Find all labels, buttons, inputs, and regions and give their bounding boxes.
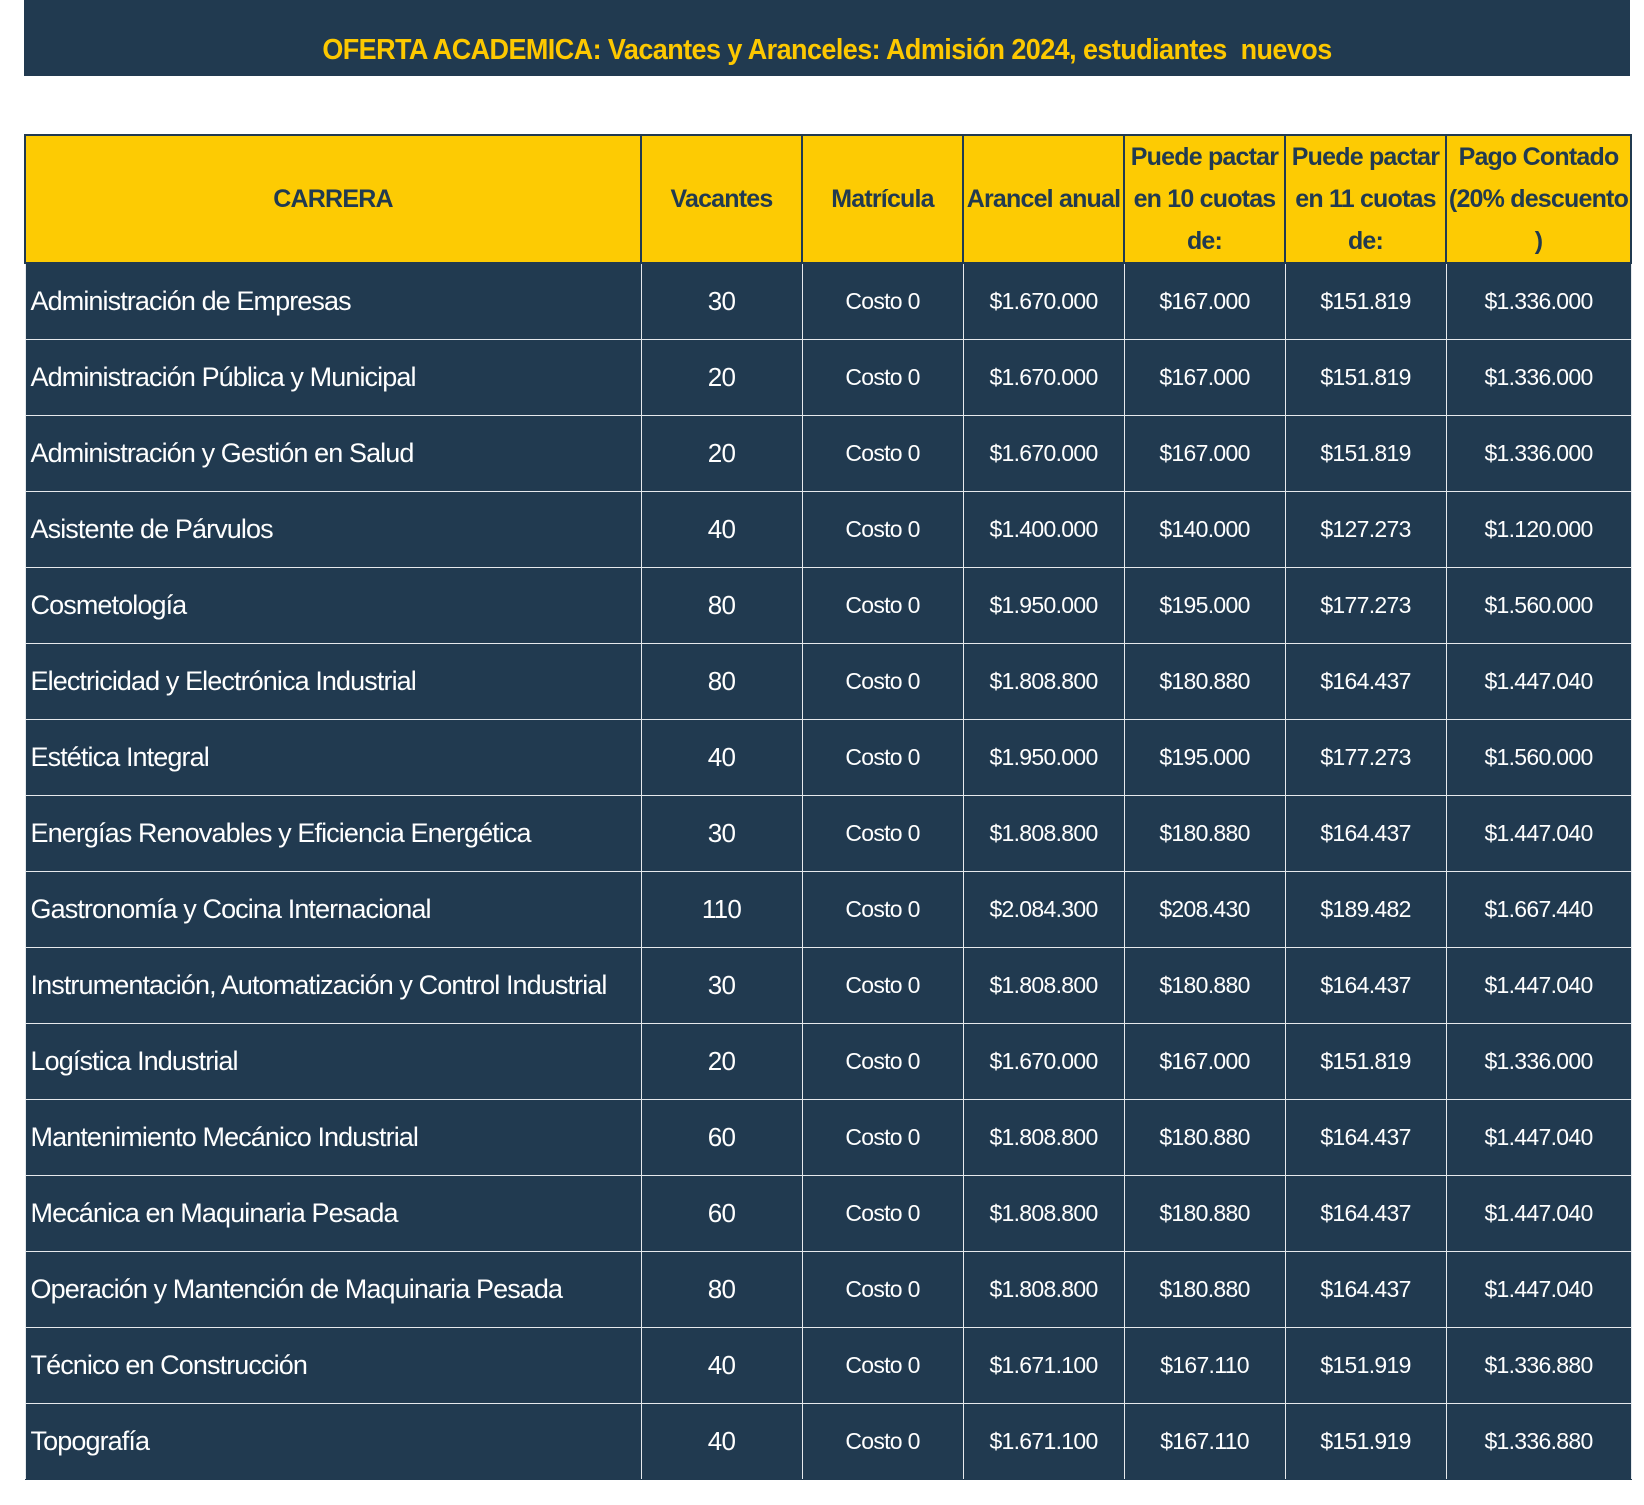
cell-contado: $1.560.000	[1446, 568, 1631, 644]
cell-vacantes: 60	[641, 1176, 802, 1252]
cell-cuotas-10: $180.880	[1124, 948, 1285, 1024]
table-row	[25, 1024, 1631, 1100]
cell-cuotas-11: $164.437	[1285, 1176, 1446, 1252]
cell-matricula: Costo 0	[802, 568, 963, 644]
cell-contado: $1.447.040	[1446, 948, 1631, 1024]
cell-arancel: $1.808.800	[963, 1100, 1124, 1176]
cell-contado: $1.336.000	[1446, 416, 1631, 492]
cell-carrera: Técnico en Construcción	[25, 1328, 641, 1404]
cell-arancel: $1.950.000	[963, 568, 1124, 644]
cell-cuotas-10: $167.000	[1124, 263, 1285, 340]
cell-cuotas-11: $151.819	[1285, 416, 1446, 492]
cell-contado: $1.336.880	[1446, 1328, 1631, 1404]
cell-cuotas-10: $195.000	[1124, 568, 1285, 644]
cell-arancel: $1.671.100	[963, 1328, 1124, 1404]
table-row	[25, 1328, 1631, 1404]
cell-cuotas-11: $164.437	[1285, 1100, 1446, 1176]
cell-arancel: $1.808.800	[963, 796, 1124, 872]
cell-arancel: $1.670.000	[963, 340, 1124, 416]
column-header-cuotas-11: Puede pactar en 11 cuotas de:	[1285, 135, 1446, 263]
cell-cuotas-10: $167.110	[1124, 1328, 1285, 1404]
table-row	[25, 1100, 1631, 1176]
cell-carrera: Administración de Empresas	[25, 263, 641, 340]
cell-vacantes: 40	[641, 1404, 802, 1480]
cell-matricula: Costo 0	[802, 492, 963, 568]
table-row	[25, 1176, 1631, 1252]
cell-carrera: Mantenimiento Mecánico Industrial	[25, 1100, 641, 1176]
cell-cuotas-10: $180.880	[1124, 1252, 1285, 1328]
tuition-table	[24, 134, 1632, 1480]
cell-matricula: Costo 0	[802, 644, 963, 720]
cell-matricula: Costo 0	[802, 416, 963, 492]
cell-arancel: $1.808.800	[963, 948, 1124, 1024]
cell-cuotas-11: $151.919	[1285, 1404, 1446, 1480]
cell-cuotas-10: $180.880	[1124, 1176, 1285, 1252]
cell-vacantes: 20	[641, 1024, 802, 1100]
cell-carrera: Mecánica en Maquinaria Pesada	[25, 1176, 641, 1252]
cell-matricula: Costo 0	[802, 263, 963, 340]
cell-vacantes: 60	[641, 1100, 802, 1176]
cell-cuotas-10: $208.430	[1124, 872, 1285, 948]
cell-carrera: Logística Industrial	[25, 1024, 641, 1100]
cell-contado: $1.336.000	[1446, 263, 1631, 340]
column-header-vacantes: Vacantes	[641, 135, 802, 263]
table-row	[25, 492, 1631, 568]
cell-contado: $1.336.880	[1446, 1404, 1631, 1480]
column-header-matricula: Matrícula	[802, 135, 963, 263]
cell-contado: $1.336.000	[1446, 340, 1631, 416]
cell-cuotas-11: $164.437	[1285, 1252, 1446, 1328]
cell-carrera: Administración y Gestión en Salud	[25, 416, 641, 492]
table-row	[25, 872, 1631, 948]
cell-cuotas-11: $164.437	[1285, 644, 1446, 720]
table-row	[25, 263, 1631, 340]
cell-matricula: Costo 0	[802, 1252, 963, 1328]
cell-vacantes: 40	[641, 1328, 802, 1404]
cell-cuotas-11: $151.819	[1285, 340, 1446, 416]
cell-contado: $1.447.040	[1446, 796, 1631, 872]
cell-arancel: $1.670.000	[963, 416, 1124, 492]
cell-carrera: Estética Integral	[25, 720, 641, 796]
title-banner	[24, 0, 1630, 76]
cell-vacantes: 110	[641, 872, 802, 948]
cell-vacantes: 80	[641, 644, 802, 720]
table-row	[25, 796, 1631, 872]
cell-arancel: $1.670.000	[963, 263, 1124, 340]
column-header-arancel: Arancel anual	[963, 135, 1124, 263]
cell-vacantes: 80	[641, 1252, 802, 1328]
cell-carrera: Administración Pública y Municipal	[25, 340, 641, 416]
cell-contado: $1.560.000	[1446, 720, 1631, 796]
column-header-cuotas-10: Puede pactar en 10 cuotas de:	[1124, 135, 1285, 263]
cell-arancel: $1.950.000	[963, 720, 1124, 796]
cell-arancel: $1.670.000	[963, 1024, 1124, 1100]
cell-vacantes: 30	[641, 796, 802, 872]
cell-contado: $1.447.040	[1446, 1176, 1631, 1252]
table-row	[25, 720, 1631, 796]
cell-carrera: Gastronomía y Cocina Internacional	[25, 872, 641, 948]
cell-cuotas-11: $127.273	[1285, 492, 1446, 568]
table-row	[25, 1252, 1631, 1328]
cell-cuotas-11: $177.273	[1285, 720, 1446, 796]
cell-vacantes: 80	[641, 568, 802, 644]
cell-contado: $1.120.000	[1446, 492, 1631, 568]
cell-cuotas-11: $189.482	[1285, 872, 1446, 948]
cell-matricula: Costo 0	[802, 872, 963, 948]
cell-carrera: Operación y Mantención de Maquinaria Pesada	[25, 1252, 641, 1328]
cell-cuotas-10: $180.880	[1124, 796, 1285, 872]
cell-matricula: Costo 0	[802, 1024, 963, 1100]
cell-cuotas-10: $180.880	[1124, 644, 1285, 720]
cell-vacantes: 20	[641, 416, 802, 492]
table-row	[25, 340, 1631, 416]
table-row	[25, 1404, 1631, 1480]
column-header-contado: Pago Contado (20% descuento )	[1446, 135, 1631, 263]
cell-contado: $1.667.440	[1446, 872, 1631, 948]
cell-arancel: $1.808.800	[963, 1176, 1124, 1252]
cell-matricula: Costo 0	[802, 1328, 963, 1404]
cell-carrera: Electricidad y Electrónica Industrial	[25, 644, 641, 720]
cell-arancel: $2.084.300	[963, 872, 1124, 948]
cell-cuotas-11: $164.437	[1285, 796, 1446, 872]
cell-cuotas-11: $164.437	[1285, 948, 1446, 1024]
table-row	[25, 416, 1631, 492]
cell-cuotas-10: $140.000	[1124, 492, 1285, 568]
cell-carrera: Topografía	[25, 1404, 641, 1480]
cell-vacantes: 40	[641, 720, 802, 796]
table-row	[25, 568, 1631, 644]
cell-cuotas-10: $195.000	[1124, 720, 1285, 796]
cell-cuotas-10: $180.880	[1124, 1100, 1285, 1176]
table-row	[25, 644, 1631, 720]
cell-vacantes: 40	[641, 492, 802, 568]
cell-carrera: Cosmetología	[25, 568, 641, 644]
cell-cuotas-11: $151.919	[1285, 1328, 1446, 1404]
cell-cuotas-11: $151.819	[1285, 1024, 1446, 1100]
cell-matricula: Costo 0	[802, 1100, 963, 1176]
cell-cuotas-11: $151.819	[1285, 263, 1446, 340]
cell-vacantes: 30	[641, 948, 802, 1024]
cell-cuotas-10: $167.110	[1124, 1404, 1285, 1480]
table-row	[25, 948, 1631, 1024]
cell-carrera: Energías Renovables y Eficiencia Energética	[25, 796, 641, 872]
cell-cuotas-10: $167.000	[1124, 340, 1285, 416]
cell-arancel: $1.808.800	[963, 644, 1124, 720]
cell-arancel: $1.400.000	[963, 492, 1124, 568]
cell-arancel: $1.808.800	[963, 1252, 1124, 1328]
cell-matricula: Costo 0	[802, 1176, 963, 1252]
table-body	[25, 263, 1631, 1480]
cell-cuotas-11: $177.273	[1285, 568, 1446, 644]
cell-contado: $1.336.000	[1446, 1024, 1631, 1100]
cell-contado: $1.447.040	[1446, 1252, 1631, 1328]
cell-carrera: Asistente de Párvulos	[25, 492, 641, 568]
cell-vacantes: 20	[641, 340, 802, 416]
cell-matricula: Costo 0	[802, 948, 963, 1024]
cell-carrera: Instrumentación, Automatización y Control Industrial	[25, 948, 641, 1024]
cell-cuotas-10: $167.000	[1124, 416, 1285, 492]
cell-vacantes: 30	[641, 263, 802, 340]
page-title: OFERTA ACADEMICA: Vacantes y Aranceles: Admisión 2024, estudiantes nuevos	[322, 34, 1332, 66]
cell-contado: $1.447.040	[1446, 644, 1631, 720]
column-header-carrera: CARRERA	[25, 135, 641, 263]
cell-matricula: Costo 0	[802, 1404, 963, 1480]
cell-matricula: Costo 0	[802, 796, 963, 872]
cell-matricula: Costo 0	[802, 340, 963, 416]
cell-matricula: Costo 0	[802, 720, 963, 796]
cell-contado: $1.447.040	[1446, 1100, 1631, 1176]
cell-arancel: $1.671.100	[963, 1404, 1124, 1480]
cell-cuotas-10: $167.000	[1124, 1024, 1285, 1100]
table-header-row	[25, 135, 1631, 263]
